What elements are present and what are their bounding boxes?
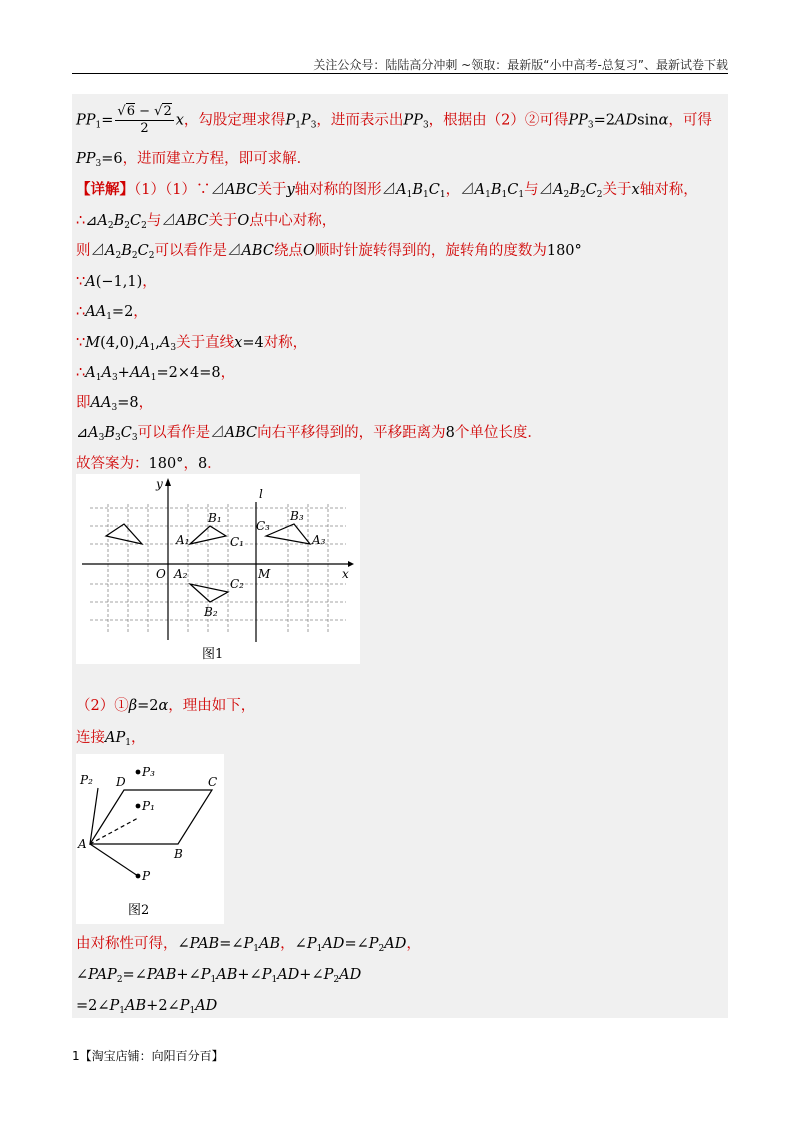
svg-text:P₃: P₃ bbox=[142, 765, 155, 779]
svg-text:C₁: C₁ bbox=[230, 535, 244, 549]
line-2: $PP_3=6$，进而建立方程，即可求解． bbox=[76, 151, 312, 169]
triangle-a2b2c2 bbox=[190, 584, 228, 602]
line-15: 由对称性可得，$\angle PAB=\angle P_1AB$，$\angle P_1AD=\angle P_2AD$， bbox=[76, 936, 421, 954]
line-11: $⊿A_3B_3C_3$可以看作是⊿ABC向右平移得到的，平移距离为8个单位长度． bbox=[76, 425, 542, 443]
line-13: （2）①β=2α，理由如下， bbox=[76, 698, 256, 714]
figure-2-caption: 图2 bbox=[128, 903, 150, 918]
svg-text:l: l bbox=[259, 487, 263, 501]
svg-text:P₁: P₁ bbox=[142, 799, 155, 813]
page-footer: 1【淘宝店铺：向阳百分百】 bbox=[72, 1049, 224, 1063]
line-16: $\angle PAP_2=\angle PAB+\angle P_1AB+\angle P_1AD+\angle P_2AD$ bbox=[76, 967, 362, 985]
svg-text:B₃: B₃ bbox=[290, 509, 304, 523]
page-header: 关注公众号：陆陆高分冲刺 ~领取：最新版“小中高考-总复习”、最新试卷下载 bbox=[313, 58, 728, 72]
triangle-abc bbox=[106, 524, 142, 544]
svg-text:C₂: C₂ bbox=[230, 577, 244, 591]
line-7: $\therefore AA_1=2$， bbox=[76, 304, 148, 322]
line-10: 即$AA_3=8$， bbox=[76, 395, 154, 413]
header-rule bbox=[72, 73, 728, 74]
svg-text:x: x bbox=[342, 567, 349, 581]
line-4: $\therefore⊿A_2B_2C_2$与⊿ABC关于O点中心对称， bbox=[76, 213, 337, 231]
line-9: $\therefore A_1A_3+AA_1=2\times 4=8$， bbox=[76, 365, 236, 383]
svg-text:P: P bbox=[142, 869, 151, 883]
svg-text:O: O bbox=[156, 567, 166, 581]
line-1: $PP_1=$ $\frac{√6 - √2}{2}$ x，勾股定理求得$P_1P_3$，进而表示出$PP_3$，根据由（2）②可得$PP_3=2ADsin\alpha$，可得 bbox=[76, 104, 712, 136]
svg-text:C: C bbox=[208, 775, 218, 789]
svg-text:B₂: B₂ bbox=[204, 605, 218, 619]
line-5: 则$⊿A_2B_2C_2$可以看作是⊿ABC绕点O顺时针旋转得到的，旋转角的度数为180° bbox=[76, 243, 582, 261]
svg-text:A₂: A₂ bbox=[174, 567, 188, 581]
line-8: $\because M(4,0),A_1,A_3$关于直线x=4对称， bbox=[76, 335, 308, 353]
line-14: 连接$AP_1$， bbox=[76, 730, 146, 748]
svg-text:B: B bbox=[174, 847, 183, 861]
svg-text:A₃: A₃ bbox=[312, 533, 326, 547]
svg-text:P₂: P₂ bbox=[80, 773, 93, 787]
figure-1 bbox=[76, 474, 360, 664]
svg-text:B₁: B₁ bbox=[208, 511, 222, 525]
figure-2 bbox=[76, 754, 224, 924]
svg-text:M: M bbox=[258, 567, 271, 581]
line-3: 【详解】（1）（1）∵⊿ABC关于y轴对称的图形$⊿A_1B_1C_1$，$⊿A_1B_1C_1$与$⊿A_2B_2C_2$关于x轴对称， bbox=[76, 181, 698, 200]
fraction: $\frac{√6 - √2}{2}$ bbox=[117, 104, 172, 136]
solution-content bbox=[72, 94, 728, 1018]
svg-text:C₃: C₃ bbox=[256, 519, 270, 533]
svg-text:A₁: A₁ bbox=[176, 533, 190, 547]
line-6: ∵A(−1,1)， bbox=[76, 274, 157, 290]
svg-text:y: y bbox=[156, 477, 163, 491]
figure-1-caption: 图1 bbox=[202, 647, 224, 662]
parallelogram-figure bbox=[76, 754, 224, 924]
svg-text:D: D bbox=[116, 775, 126, 789]
coordinate-grid-figure bbox=[76, 474, 360, 664]
line-17: $=2\angle P_1AB+2\angle P_1AD$ bbox=[76, 998, 218, 1016]
line-12: 故答案为：180°，8． bbox=[76, 456, 222, 472]
svg-text:A: A bbox=[78, 837, 87, 851]
